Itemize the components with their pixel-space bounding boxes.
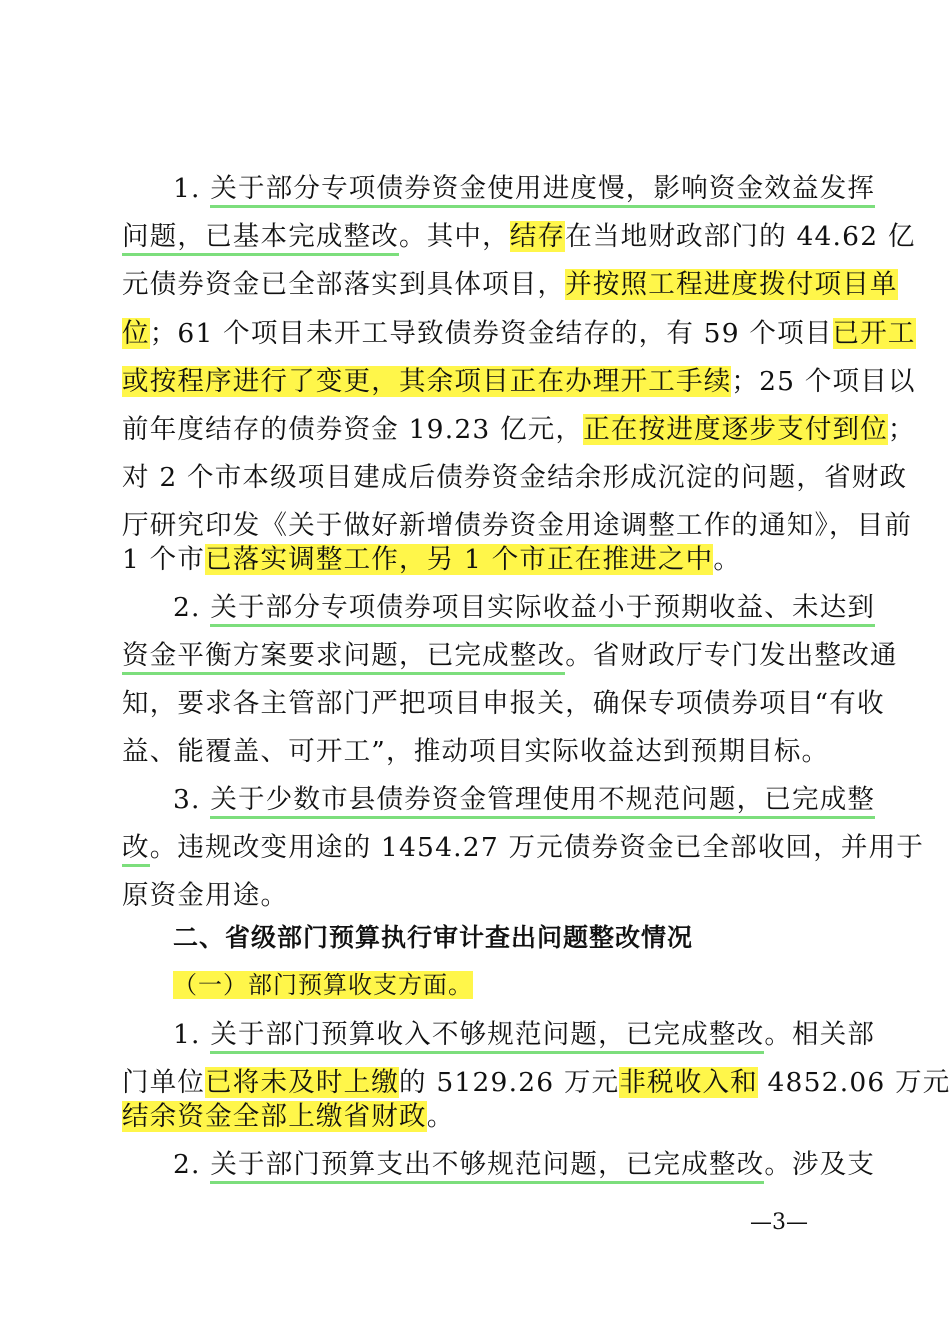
section-heading: 二、省级部门预算执行审计查出问题整改情况 <box>173 923 694 952</box>
text: 。 <box>713 544 742 575</box>
text: ； <box>887 414 916 445</box>
text: 。省财政厅专门发出整改通 <box>565 640 898 671</box>
p1-line-5 <box>122 366 916 397</box>
p2-line-3: 知，要求各主管部门严把项目申报关，确保专项债券项目“有收 <box>122 688 885 719</box>
p3-line-1 <box>173 784 876 815</box>
text: 。违规改变用途的 1454.27 万元债券资金已全部收回，并用于 <box>149 832 925 863</box>
item-number: 2. <box>173 1149 211 1180</box>
p2-line-1 <box>173 592 876 623</box>
p4-line-3 <box>122 1101 832 1132</box>
p1-line-7: 对 2 个市本级项目建成后债券资金结余形成沉淀的问题，省财政 <box>122 462 908 493</box>
highlighted-text: 已将未及时上缴 <box>205 1067 400 1098</box>
p1-line-4 <box>122 318 916 349</box>
underlined-text: 关于部分专项债券资金使用进度慢，影响资金效益发挥 <box>210 173 875 208</box>
text: 。 <box>426 1101 455 1132</box>
text: 门单位 <box>122 1067 206 1098</box>
highlighted-text: 非税收入和 <box>619 1067 758 1098</box>
item-number: 3. <box>173 784 211 815</box>
item-number: 1. <box>173 173 211 204</box>
page-number: —3— <box>750 1210 808 1235</box>
p1-line-9 <box>122 544 832 575</box>
highlighted-text: 已开工 <box>832 318 916 349</box>
highlighted-text: 或按程序进行了变更，其余项目正在办理开工手续 <box>122 366 732 397</box>
text: 4852.06 万元 <box>757 1067 950 1098</box>
highlighted-text: 结余资金全部上缴省财政 <box>122 1101 427 1132</box>
text: 的 5129.26 万元 <box>399 1067 620 1098</box>
p1-line-1 <box>173 173 876 204</box>
p1-line-3 <box>122 269 898 300</box>
p1-line-6 <box>122 414 916 445</box>
p1-line-8: 厅研究印发《关于做好新增债券资金用途调整工作的通知》，目前 <box>122 510 913 541</box>
underlined-text: 关于少数市县债券资金管理使用不规范问题，已完成整 <box>210 784 875 819</box>
highlighted-text: 并按照工程进度拨付项目单 <box>565 269 898 300</box>
highlighted-text: （一）部门预算收支方面。 <box>173 971 473 999</box>
text: 。相关部 <box>764 1019 876 1050</box>
underlined-text: 资金平衡方案要求问题，已完成整改 <box>122 640 565 675</box>
p2-line-2 <box>122 640 898 671</box>
text: ；61 个项目未开工导致债券资金结存的，有 59 个项目 <box>149 318 833 349</box>
underlined-text: 关于部门预算收入不够规范问题，已完成整改 <box>210 1019 764 1054</box>
p2-line-4: 益、能覆盖、可开工”，推动项目实际收益达到预期目标。 <box>122 736 830 767</box>
text: 元债券资金已全部落实到具体项目， <box>122 269 566 300</box>
text: 在当地财政部门的 44.62 亿 <box>565 221 916 252</box>
text: 1 个市 <box>122 544 206 575</box>
p3-line-3: 原资金用途。 <box>122 880 289 911</box>
p5-line-1 <box>173 1149 876 1180</box>
text: ；25 个项目以 <box>731 366 916 397</box>
subsection-heading <box>173 973 832 997</box>
highlighted-text: 位 <box>122 318 150 349</box>
text: 前年度结存的债券资金 19.23 亿元， <box>122 414 584 445</box>
p4-line-2 <box>122 1067 950 1098</box>
text: 。涉及支 <box>764 1149 876 1180</box>
underlined-text: 改 <box>122 832 150 867</box>
p3-line-2 <box>122 832 925 863</box>
text: 。其中， <box>399 221 510 252</box>
highlighted-text: 已落实调整工作，另 1 个市正在推进之中 <box>205 544 714 575</box>
underlined-text: 关于部分专项债券项目实际收益小于预期收益、未达到 <box>210 592 875 627</box>
highlighted-text: 正在按进度逐步支付到位 <box>583 414 888 445</box>
p4-line-1 <box>173 1019 876 1050</box>
item-number: 2. <box>173 592 211 623</box>
underlined-text: 关于部门预算支出不够规范问题，已完成整改 <box>210 1149 764 1184</box>
item-number: 1. <box>173 1019 211 1050</box>
highlighted-text: 结存 <box>509 221 566 252</box>
p1-line-2 <box>122 221 916 252</box>
underlined-text: 问题，已基本完成整改 <box>122 221 399 256</box>
